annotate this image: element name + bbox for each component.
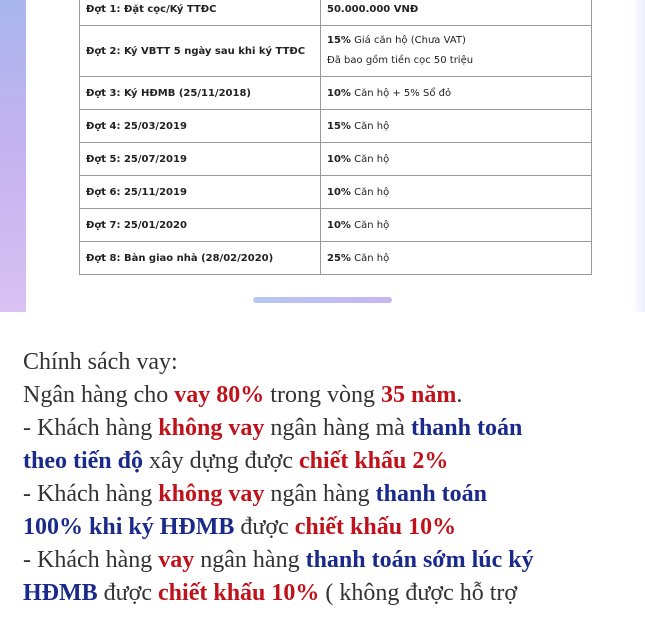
stage-cell: Đợt 5: 25/07/2019 <box>80 143 321 176</box>
policy-line-1 <box>23 379 462 412</box>
amount-percent: 25% <box>327 252 351 264</box>
table-row <box>80 176 592 209</box>
stage-cell: Đợt 6: 25/11/2019 <box>80 176 321 209</box>
amount-cell <box>321 242 592 275</box>
table-row <box>80 143 592 176</box>
emphasis-blue: thanh toán <box>375 481 488 507</box>
amount-cell <box>321 110 592 143</box>
carousel-scroll-indicator[interactable] <box>253 297 392 303</box>
table-row <box>80 26 592 77</box>
discount-10-percent: chiết khấu 10% <box>158 580 320 606</box>
loan-policy-title: Chính sách vay: <box>23 349 178 375</box>
loan-ratio: vay 80% <box>174 382 265 408</box>
table-row <box>80 110 592 143</box>
amount-percent: 10% <box>327 186 351 198</box>
amount-cell <box>321 77 592 110</box>
text-segment: trong vòng <box>264 382 381 408</box>
table-row <box>80 0 592 26</box>
amount-cell <box>321 209 592 242</box>
amount-line <box>327 31 585 51</box>
stage-cell: Đợt 7: 25/01/2020 <box>80 209 321 242</box>
amount-percent: 10% <box>327 219 351 231</box>
amount-cell <box>321 143 592 176</box>
policy-line-5 <box>23 511 456 544</box>
policy-line-6 <box>23 544 534 577</box>
table-row <box>80 209 592 242</box>
emphasis-blue: 100% khi ký HĐMB <box>23 514 235 540</box>
amount-description: Giá căn hộ (Chưa VAT) <box>350 35 466 46</box>
loan-term: 35 năm <box>380 382 457 408</box>
discount-2-percent: chiết khấu 2% <box>299 448 449 474</box>
text-segment: - Khách hàng <box>23 547 159 573</box>
decorative-right-edge <box>633 0 645 312</box>
text-segment: ngân hàng <box>194 547 306 573</box>
emphasis-blue: HĐMB <box>23 580 98 606</box>
text-segment: . <box>456 382 463 408</box>
amount-description: Căn hộ <box>350 120 390 132</box>
amount-description: Căn hộ <box>350 153 390 165</box>
amount-description: Căn hộ <box>350 186 390 198</box>
amount-percent: 10% <box>327 87 351 99</box>
amount-description: Căn hộ <box>350 252 390 264</box>
amount-percent: 15% <box>327 35 351 46</box>
stage-cell: Đợt 2: Ký VBTT 5 ngày sau khi ký TTĐC <box>80 26 321 77</box>
amount-cell <box>321 176 592 209</box>
policy-line-3 <box>23 445 448 478</box>
emphasis-blue: thanh toán sớm lúc ký <box>305 547 534 573</box>
text-segment: ngân hàng <box>264 481 376 507</box>
amount-description: Căn hộ + 5% Sổ đỏ <box>350 87 452 99</box>
emphasis-blue: theo tiến độ <box>23 448 143 474</box>
stage-cell: Đợt 4: 25/03/2019 <box>80 110 321 143</box>
text-segment: xây dựng được <box>143 448 300 474</box>
text-segment: - Khách hàng <box>23 481 159 507</box>
amount-value: 50.000.000 VNĐ <box>327 3 419 15</box>
amount-cell <box>321 0 592 26</box>
text-segment: ngân hàng mà <box>264 415 411 441</box>
policy-line-4 <box>23 478 487 511</box>
emphasis-red: vay <box>158 547 195 573</box>
text-segment: được <box>97 580 159 606</box>
payment-schedule-table <box>79 0 592 275</box>
amount-percent: 15% <box>327 120 351 132</box>
text-segment: Ngân hàng cho <box>23 382 175 408</box>
table-row <box>80 242 592 275</box>
policy-line-2 <box>23 412 522 445</box>
policy-line-7 <box>23 577 517 610</box>
text-segment: được <box>234 514 295 540</box>
stage-cell: Đợt 1: Đặt cọc/Ký TTĐC <box>80 0 321 26</box>
amount-note: Đã bao gồm tiền cọc 50 triệu <box>327 55 474 66</box>
table-row <box>80 77 592 110</box>
text-segment: - Khách hàng <box>23 415 159 441</box>
emphasis-red: không vay <box>158 415 265 441</box>
amount-cell <box>321 26 592 77</box>
amount-percent: 10% <box>327 153 351 165</box>
emphasis-blue: thanh toán <box>410 415 523 441</box>
discount-10-percent: chiết khấu 10% <box>294 514 457 540</box>
stage-cell: Đợt 3: Ký HĐMB (25/11/2018) <box>80 77 321 110</box>
text-segment: ( không được hỗ trợ <box>319 580 518 606</box>
stage-cell: Đợt 8: Bàn giao nhà (28/02/2020) <box>80 242 321 275</box>
amount-description: Căn hộ <box>350 219 390 231</box>
emphasis-red: không vay <box>158 481 265 507</box>
decorative-gradient-strip <box>0 0 26 312</box>
